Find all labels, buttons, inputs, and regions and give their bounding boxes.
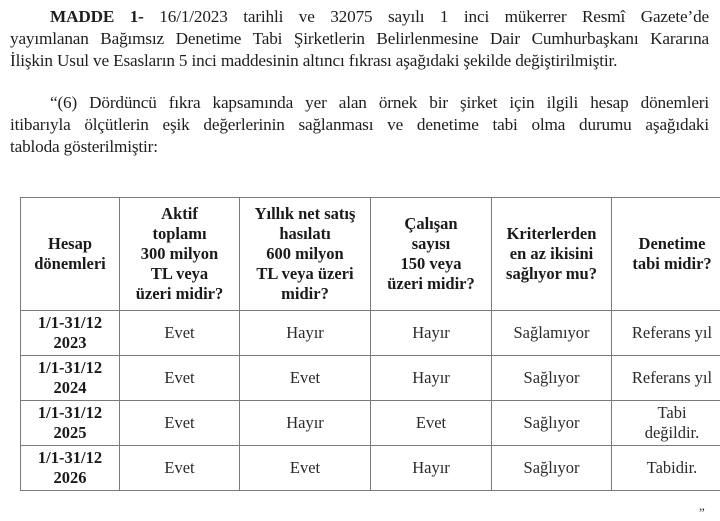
paragraph-line: itibarıyla ölçütlerin eşik değerlerinin sağlanması ve denetime tabi olma durumu aşağıdaki	[10, 115, 709, 134]
article-heading: MADDE 1-	[50, 7, 144, 26]
cell-criteria-met: Sağlamıyor	[492, 311, 612, 356]
cell-text-line: Tabidir.	[646, 458, 698, 477]
cell-text-line: 1/1-31/12	[37, 313, 103, 332]
cell-period	[21, 446, 120, 491]
table-row	[21, 311, 720, 356]
paragraph-line: İlişkin Usul ve Esasların 5 inci maddesinin altıncı fıkrası aşağıdaki şekilde değiştirilmiştir.	[10, 51, 618, 70]
header-text-line: midir?	[281, 284, 329, 303]
closing-quote: ”	[699, 505, 705, 520]
header-text-line: dönemleri	[34, 254, 106, 273]
cell-total-assets: Evet	[120, 446, 240, 491]
cell-audit-status	[612, 311, 720, 356]
header-text-line: Kriterlerden	[506, 224, 597, 243]
header-text-line: 300 milyon	[140, 244, 219, 263]
paragraph-line: “(6) Dördüncü fıkra kapsamında yer alan örnek bir şirket için ilgili hesap dönemleri	[50, 93, 709, 112]
cell-text-line: 2026	[53, 468, 87, 487]
cell-employees: Evet	[371, 401, 492, 446]
cell-period	[21, 401, 120, 446]
paragraph-line: yayımlanan Bağımsız Denetime Tabi Şirketlerin Belirlenmesine Dair Cumhurbaşkanı Kararına	[10, 29, 709, 48]
cell-net-sales: Hayır	[240, 401, 371, 446]
cell-text-line: Referans yıl	[631, 323, 713, 342]
cell-criteria-met: Sağlıyor	[492, 401, 612, 446]
article-paragraph-1	[10, 6, 709, 72]
cell-audit-status	[612, 356, 720, 401]
paragraph-line: MADDE 1- 16/1/2023 tarihli ve 32075 sayılı 1 inci mükerrer Resmî Gazete’de	[50, 7, 709, 26]
cell-total-assets: Evet	[120, 311, 240, 356]
audit-criteria-table	[20, 197, 720, 491]
cell-total-assets: Evet	[120, 401, 240, 446]
cell-period	[21, 311, 120, 356]
header-text-line: 600 milyon	[266, 244, 344, 263]
header-text-line: Yıllık net satış	[254, 204, 356, 223]
cell-text-line: 2023	[53, 333, 87, 352]
header-text-line: tabi midir?	[632, 254, 712, 273]
cell-employees: Hayır	[371, 311, 492, 356]
table-header-row	[21, 198, 720, 311]
header-text-line: hasılatı	[279, 224, 331, 243]
header-text-line: üzeri midir?	[387, 274, 475, 293]
header-text-line: en az ikisini	[509, 244, 594, 263]
header-text-line: üzeri midir?	[135, 284, 224, 303]
cell-text-line: Referans yıl	[631, 368, 713, 387]
cell-text-line: 2025	[53, 423, 87, 442]
cell-text-line: 1/1-31/12	[37, 403, 103, 422]
header-criteria-met	[492, 198, 612, 311]
cell-employees: Hayır	[371, 356, 492, 401]
cell-text-line: değildir.	[644, 423, 700, 442]
cell-period	[21, 356, 120, 401]
cell-audit-status	[612, 446, 720, 491]
header-text-line: Çalışan	[404, 214, 458, 233]
header-text-line: 150 veya	[400, 254, 462, 273]
header-text-line: TL veya üzeri	[256, 264, 354, 283]
header-text-line: Aktif	[161, 204, 198, 223]
cell-criteria-met: Sağlıyor	[492, 446, 612, 491]
header-net-sales	[240, 198, 371, 311]
header-text-line: sayısı	[411, 234, 451, 253]
cell-net-sales: Hayır	[240, 311, 371, 356]
cell-employees: Hayır	[371, 446, 492, 491]
table-row	[21, 446, 720, 491]
cell-text-line: 1/1-31/12	[37, 448, 103, 467]
header-text-line: sağlıyor mu?	[506, 264, 597, 283]
header-audit-status	[612, 198, 720, 311]
cell-audit-status	[612, 401, 720, 446]
header-employees	[371, 198, 492, 311]
cell-total-assets: Evet	[120, 356, 240, 401]
table-row	[21, 356, 720, 401]
table-row	[21, 401, 720, 446]
header-text-line: TL veya	[150, 264, 209, 283]
table-body	[21, 311, 720, 491]
cell-criteria-met: Sağlıyor	[492, 356, 612, 401]
paragraph-line: tabloda gösterilmiştir:	[10, 137, 158, 156]
header-period	[21, 198, 120, 311]
header-total-assets	[120, 198, 240, 311]
cell-text-line: Tabi	[657, 403, 687, 422]
article-paragraph-2	[10, 92, 709, 158]
header-text-line: toplamı	[152, 224, 207, 243]
cell-text-line: 2024	[53, 378, 87, 397]
header-text-line: Denetime	[638, 234, 706, 253]
header-text-line: Hesap	[47, 234, 92, 253]
cell-net-sales: Evet	[240, 446, 371, 491]
cell-text-line: 1/1-31/12	[37, 358, 103, 377]
cell-net-sales: Evet	[240, 356, 371, 401]
